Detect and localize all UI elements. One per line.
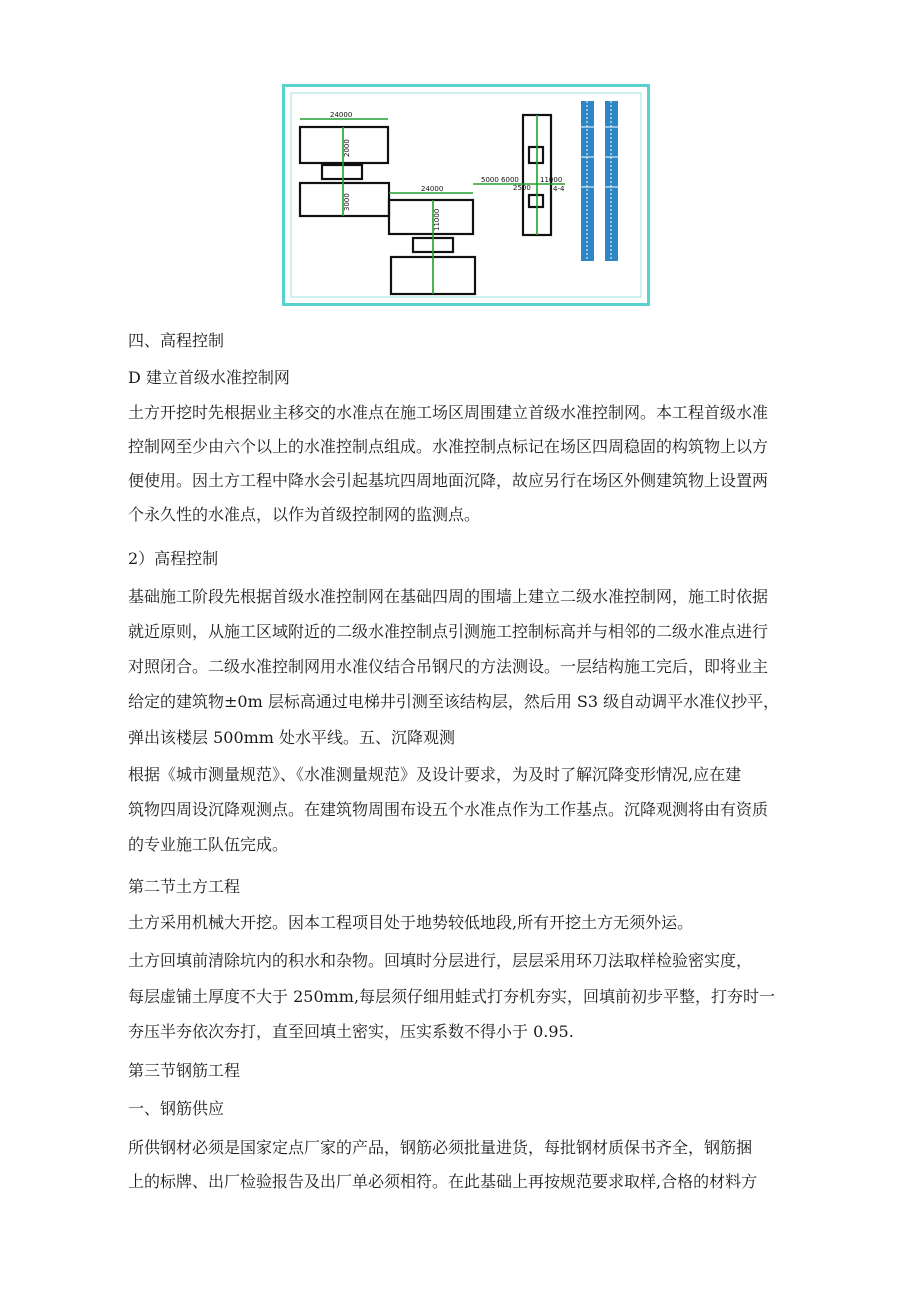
text-line: 个永久性的水准点，以作为首级控制网的监测点。 xyxy=(128,505,481,524)
text-line: 筑物四周设沉降观测点。在建筑物周围布设五个水准点作为工作基点。沉降观测将由有资质 xyxy=(128,800,769,819)
text-line: 就近原则，从施工区域附近的二级水准控制点引测施工控制标高并与相邻的二级水准点进行 xyxy=(128,622,769,641)
text-line: 上的标牌、出厂检验报告及出厂单必须相符。在此基础上再按规范要求取样,合格的材料方 xyxy=(128,1172,758,1191)
text-line: 弹出该楼层 500mm 处水平线。五、沉降观测 xyxy=(128,728,456,747)
text-line: 土方开挖时先根据业主移交的水准点在施工场区周围建立首级水准控制网。本工程首级水准 xyxy=(128,403,769,422)
section-heading: 第三节钢筋工程 xyxy=(128,1061,241,1080)
dim-label: 2000 xyxy=(343,139,351,157)
site-layout-figure xyxy=(282,84,650,306)
building-block xyxy=(529,195,543,207)
dim-label: 11000 xyxy=(433,208,441,231)
text-line: 夯压半夯依次夯打，直至回填土密实，压实系数不得小于 0.95. xyxy=(128,1022,574,1041)
dim-label: 4-4 xyxy=(553,185,565,193)
building-outlines xyxy=(300,115,551,294)
dim-label: 5000 6000 xyxy=(481,176,519,184)
text-line: 对照闭合。二级水准控制网用水准仪结合吊钢尺的方法测设。一层结构施工完后，即将业主 xyxy=(128,657,769,676)
building-block xyxy=(529,147,543,163)
roadway-strips xyxy=(581,101,618,261)
text-line: 便使用。因土方工程中降水会引起基坑四周地面沉降，故应另行在场区外侧建筑物上设置两 xyxy=(128,471,769,490)
text-line: 土方回填前清除坑内的积水和杂物。回填时分层进行，层层采用环刀法取样检验密实度， xyxy=(128,951,753,970)
building-block xyxy=(322,165,362,179)
axis-lines xyxy=(300,115,565,294)
sub-heading: 2）高程控制 xyxy=(128,549,219,568)
site-layout-drawing xyxy=(285,87,647,303)
text-line: 给定的建筑物±0m 层标高通过电梯井引测至该结构层，然后用 S3 级自动调平水准仪抄平， xyxy=(128,692,780,711)
text-line: 每层虚铺土厚度不大于 250mm,每层须仔细用蛙式打夯机夯实，回填前初步平整，打夯时一 xyxy=(128,987,776,1006)
dim-label: 24000 xyxy=(330,111,353,119)
dim-label: 3000 xyxy=(343,193,351,211)
text-line: 的专业施工队伍完成。 xyxy=(128,835,289,854)
text-line: 土方采用机械大开挖。因本工程项目处于地势较低地段,所有开挖土方无须外运。 xyxy=(128,913,694,932)
building-block xyxy=(389,200,473,234)
text-line: 控制网至少由六个以上的水准控制点组成。水准控制点标记在场区四周稳固的构筑物上以方 xyxy=(128,437,769,456)
section-heading: 四、高程控制 xyxy=(128,331,225,350)
dim-label: 2500 xyxy=(513,184,531,192)
section-heading: 第二节土方工程 xyxy=(128,877,241,896)
dim-label: 24000 xyxy=(421,185,444,193)
text-line: 所供钢材必须是国家定点厂家的产品，钢筋必须批量进货，每批钢材质保书齐全，钢筋捆 xyxy=(128,1138,753,1157)
text-line: 基础施工阶段先根据首级水准控制网在基础四周的围墙上建立二级水准控制网，施工时依据 xyxy=(128,587,769,606)
text-line: 根据《城市测量规范》、《水准测量规范》及设计要求，为及时了解沉降变形情况,应在建 xyxy=(128,765,742,784)
sub-heading: 一、钢筋供应 xyxy=(128,1099,225,1118)
dim-label: 11000 xyxy=(540,176,563,184)
sub-heading: D 建立首级水准控制网 xyxy=(128,368,290,387)
